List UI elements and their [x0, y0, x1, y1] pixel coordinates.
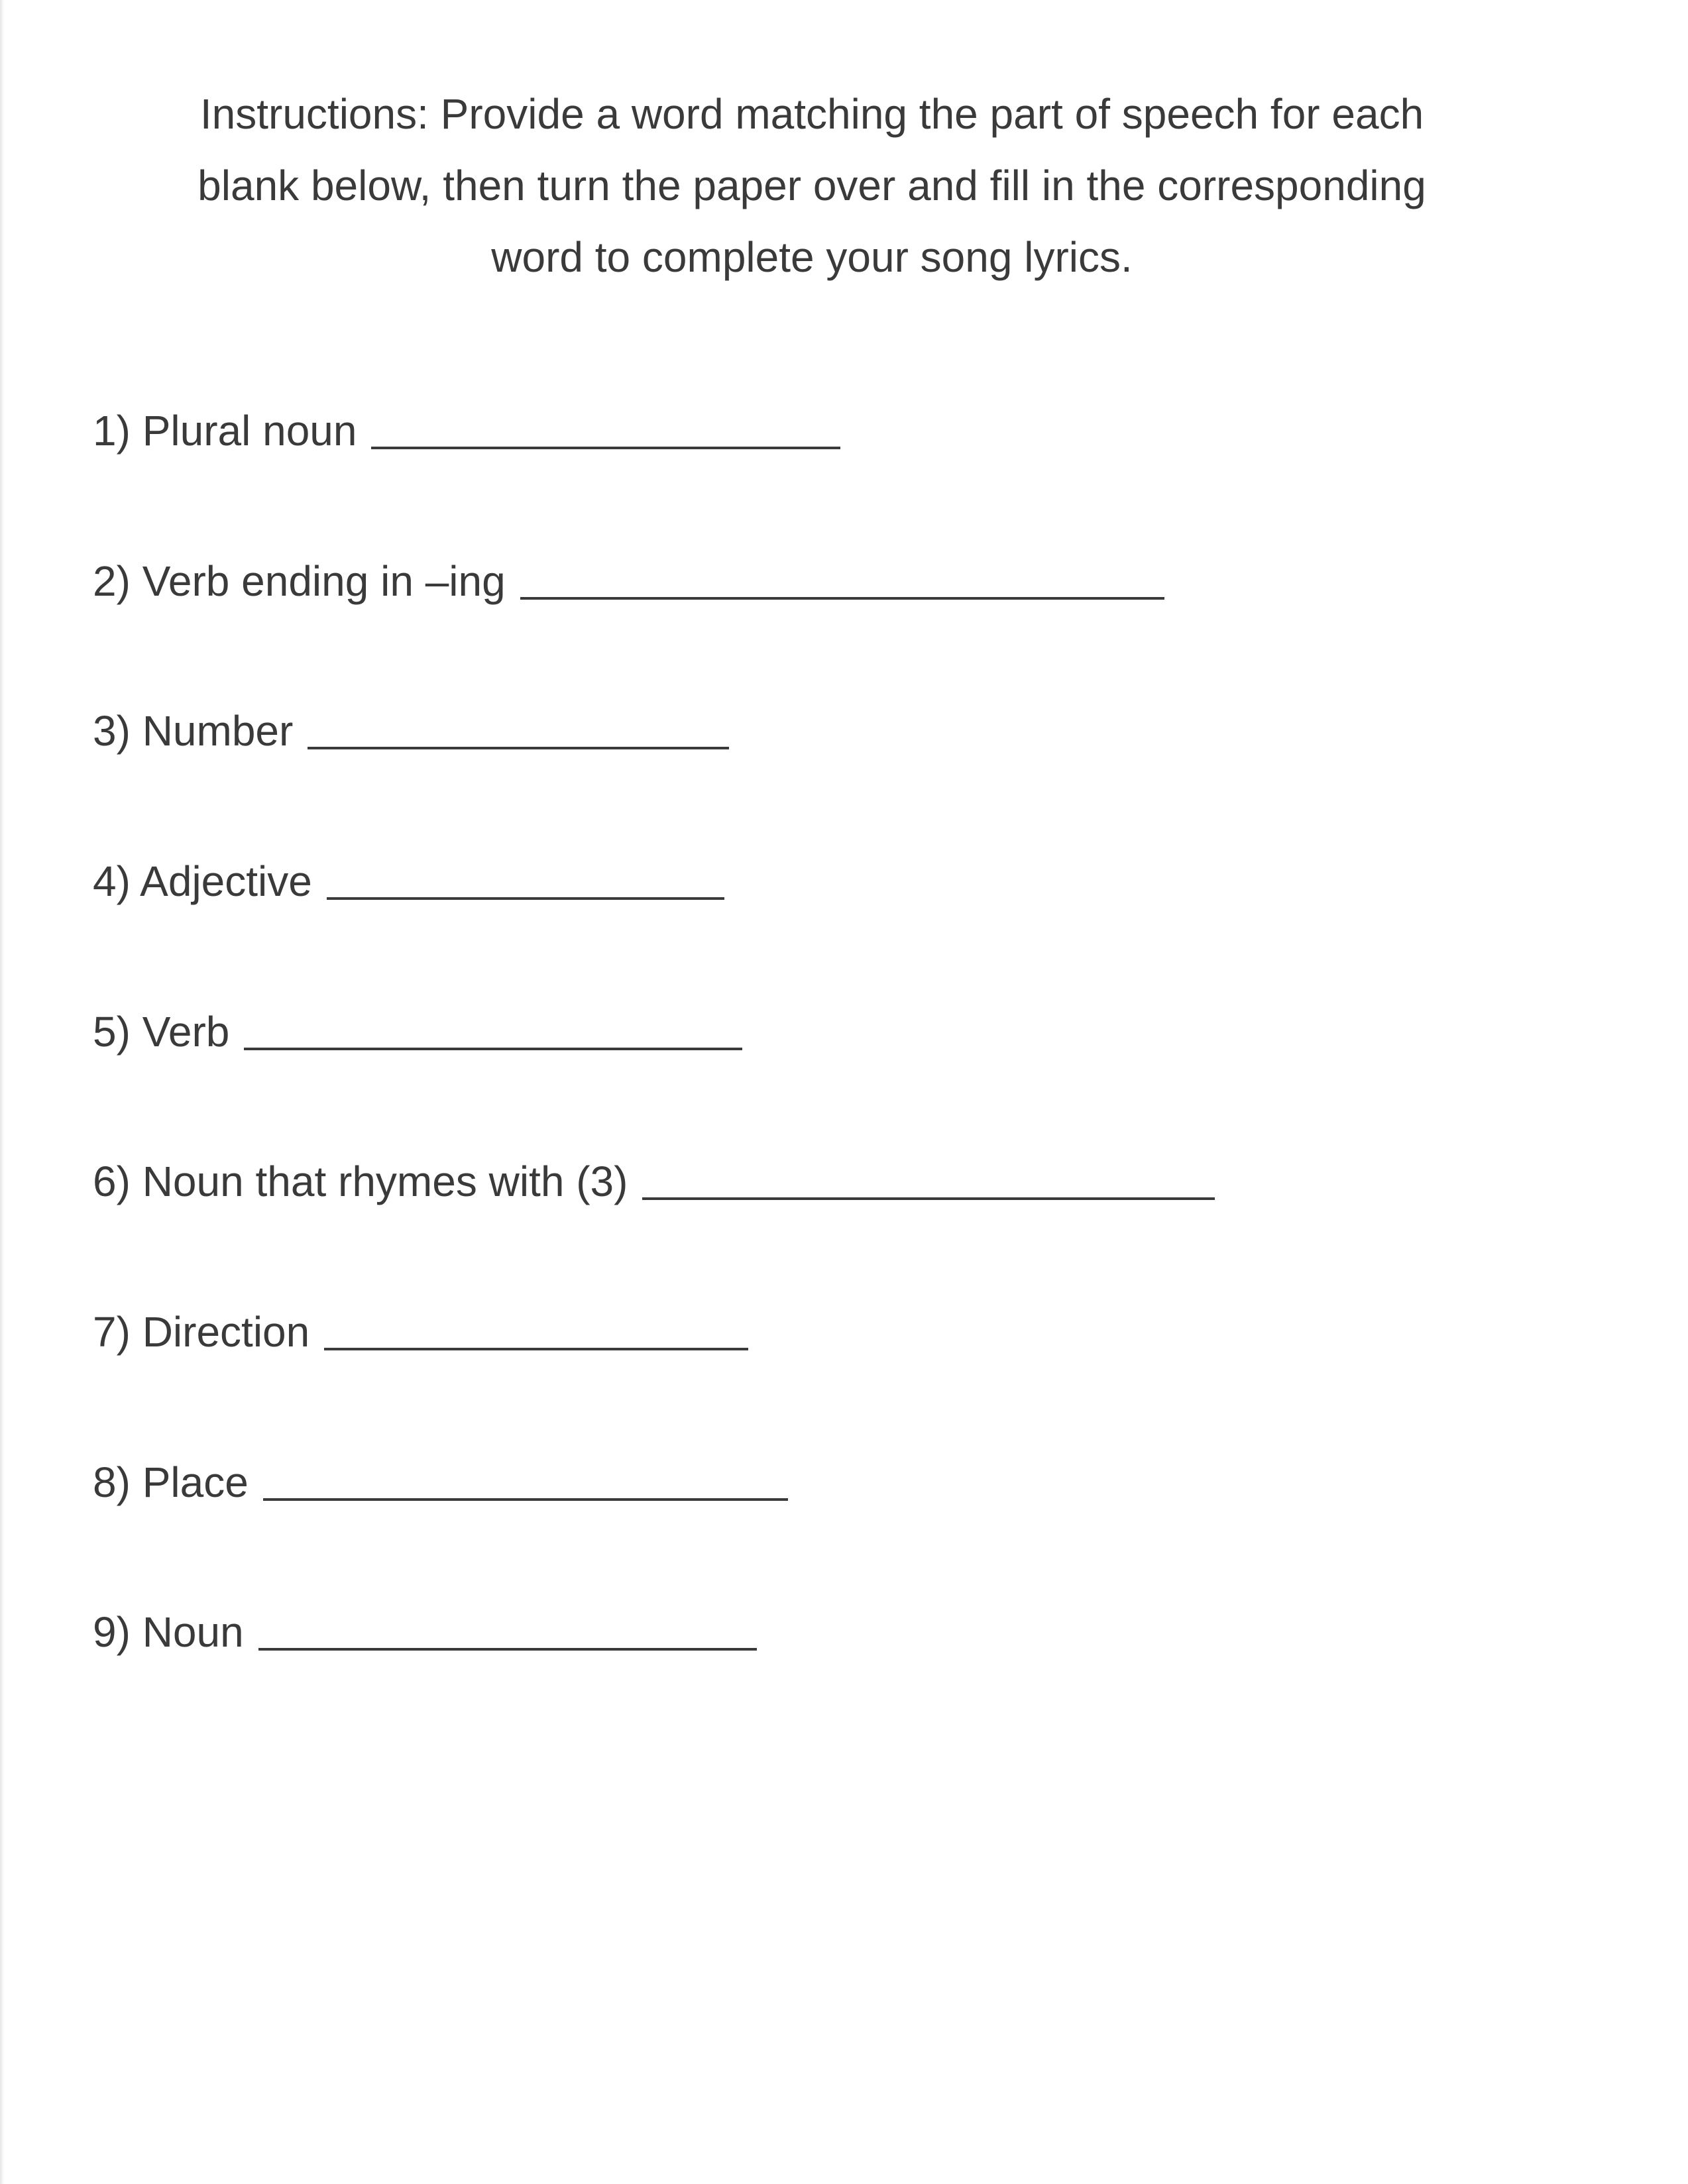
blank-item-direction [93, 1299, 748, 1358]
blank-item-adjective [93, 848, 724, 908]
item-label: 7) Direction [93, 1308, 310, 1356]
blank-item-noun [93, 1599, 757, 1659]
blank-item-plural-noun [93, 398, 840, 457]
blank-item-verb [93, 999, 742, 1058]
item-label: 9) Noun [93, 1608, 244, 1656]
answer-blank[interactable] [642, 1197, 1215, 1200]
item-label: 1) Plural noun [93, 407, 357, 455]
blank-item-rhyming-noun [93, 1148, 1215, 1208]
answer-blank[interactable] [371, 447, 840, 449]
item-label: 5) Verb [93, 1008, 230, 1056]
answer-blank[interactable] [327, 897, 724, 900]
blank-item-number [93, 698, 729, 757]
instructions-line-3: word to complete your song lyrics. [491, 233, 1133, 281]
answer-blank[interactable] [308, 747, 729, 749]
item-label: 8) Place [93, 1458, 249, 1506]
scan-edge [0, 0, 4, 2184]
blank-item-verb-ending-ing [93, 548, 1164, 608]
answer-blank[interactable] [258, 1648, 757, 1651]
answer-blank[interactable] [263, 1498, 788, 1501]
item-label: 6) Noun that rhymes with (3) [93, 1158, 628, 1205]
item-label: 3) Number [93, 707, 294, 755]
instructions [113, 78, 1511, 293]
item-label: 4) Adjective [93, 857, 312, 905]
answer-blank[interactable] [244, 1048, 742, 1050]
blank-item-place [93, 1449, 788, 1509]
instructions-line-1: Instructions: Provide a word matching the part of speech for each [199, 90, 1424, 138]
answer-blank[interactable] [324, 1348, 748, 1350]
instructions-line-2: blank below, then turn the paper over and fill in the corresponding [197, 162, 1426, 209]
item-label: 2) Verb ending in –ing [93, 557, 506, 605]
answer-blank[interactable] [520, 597, 1164, 600]
